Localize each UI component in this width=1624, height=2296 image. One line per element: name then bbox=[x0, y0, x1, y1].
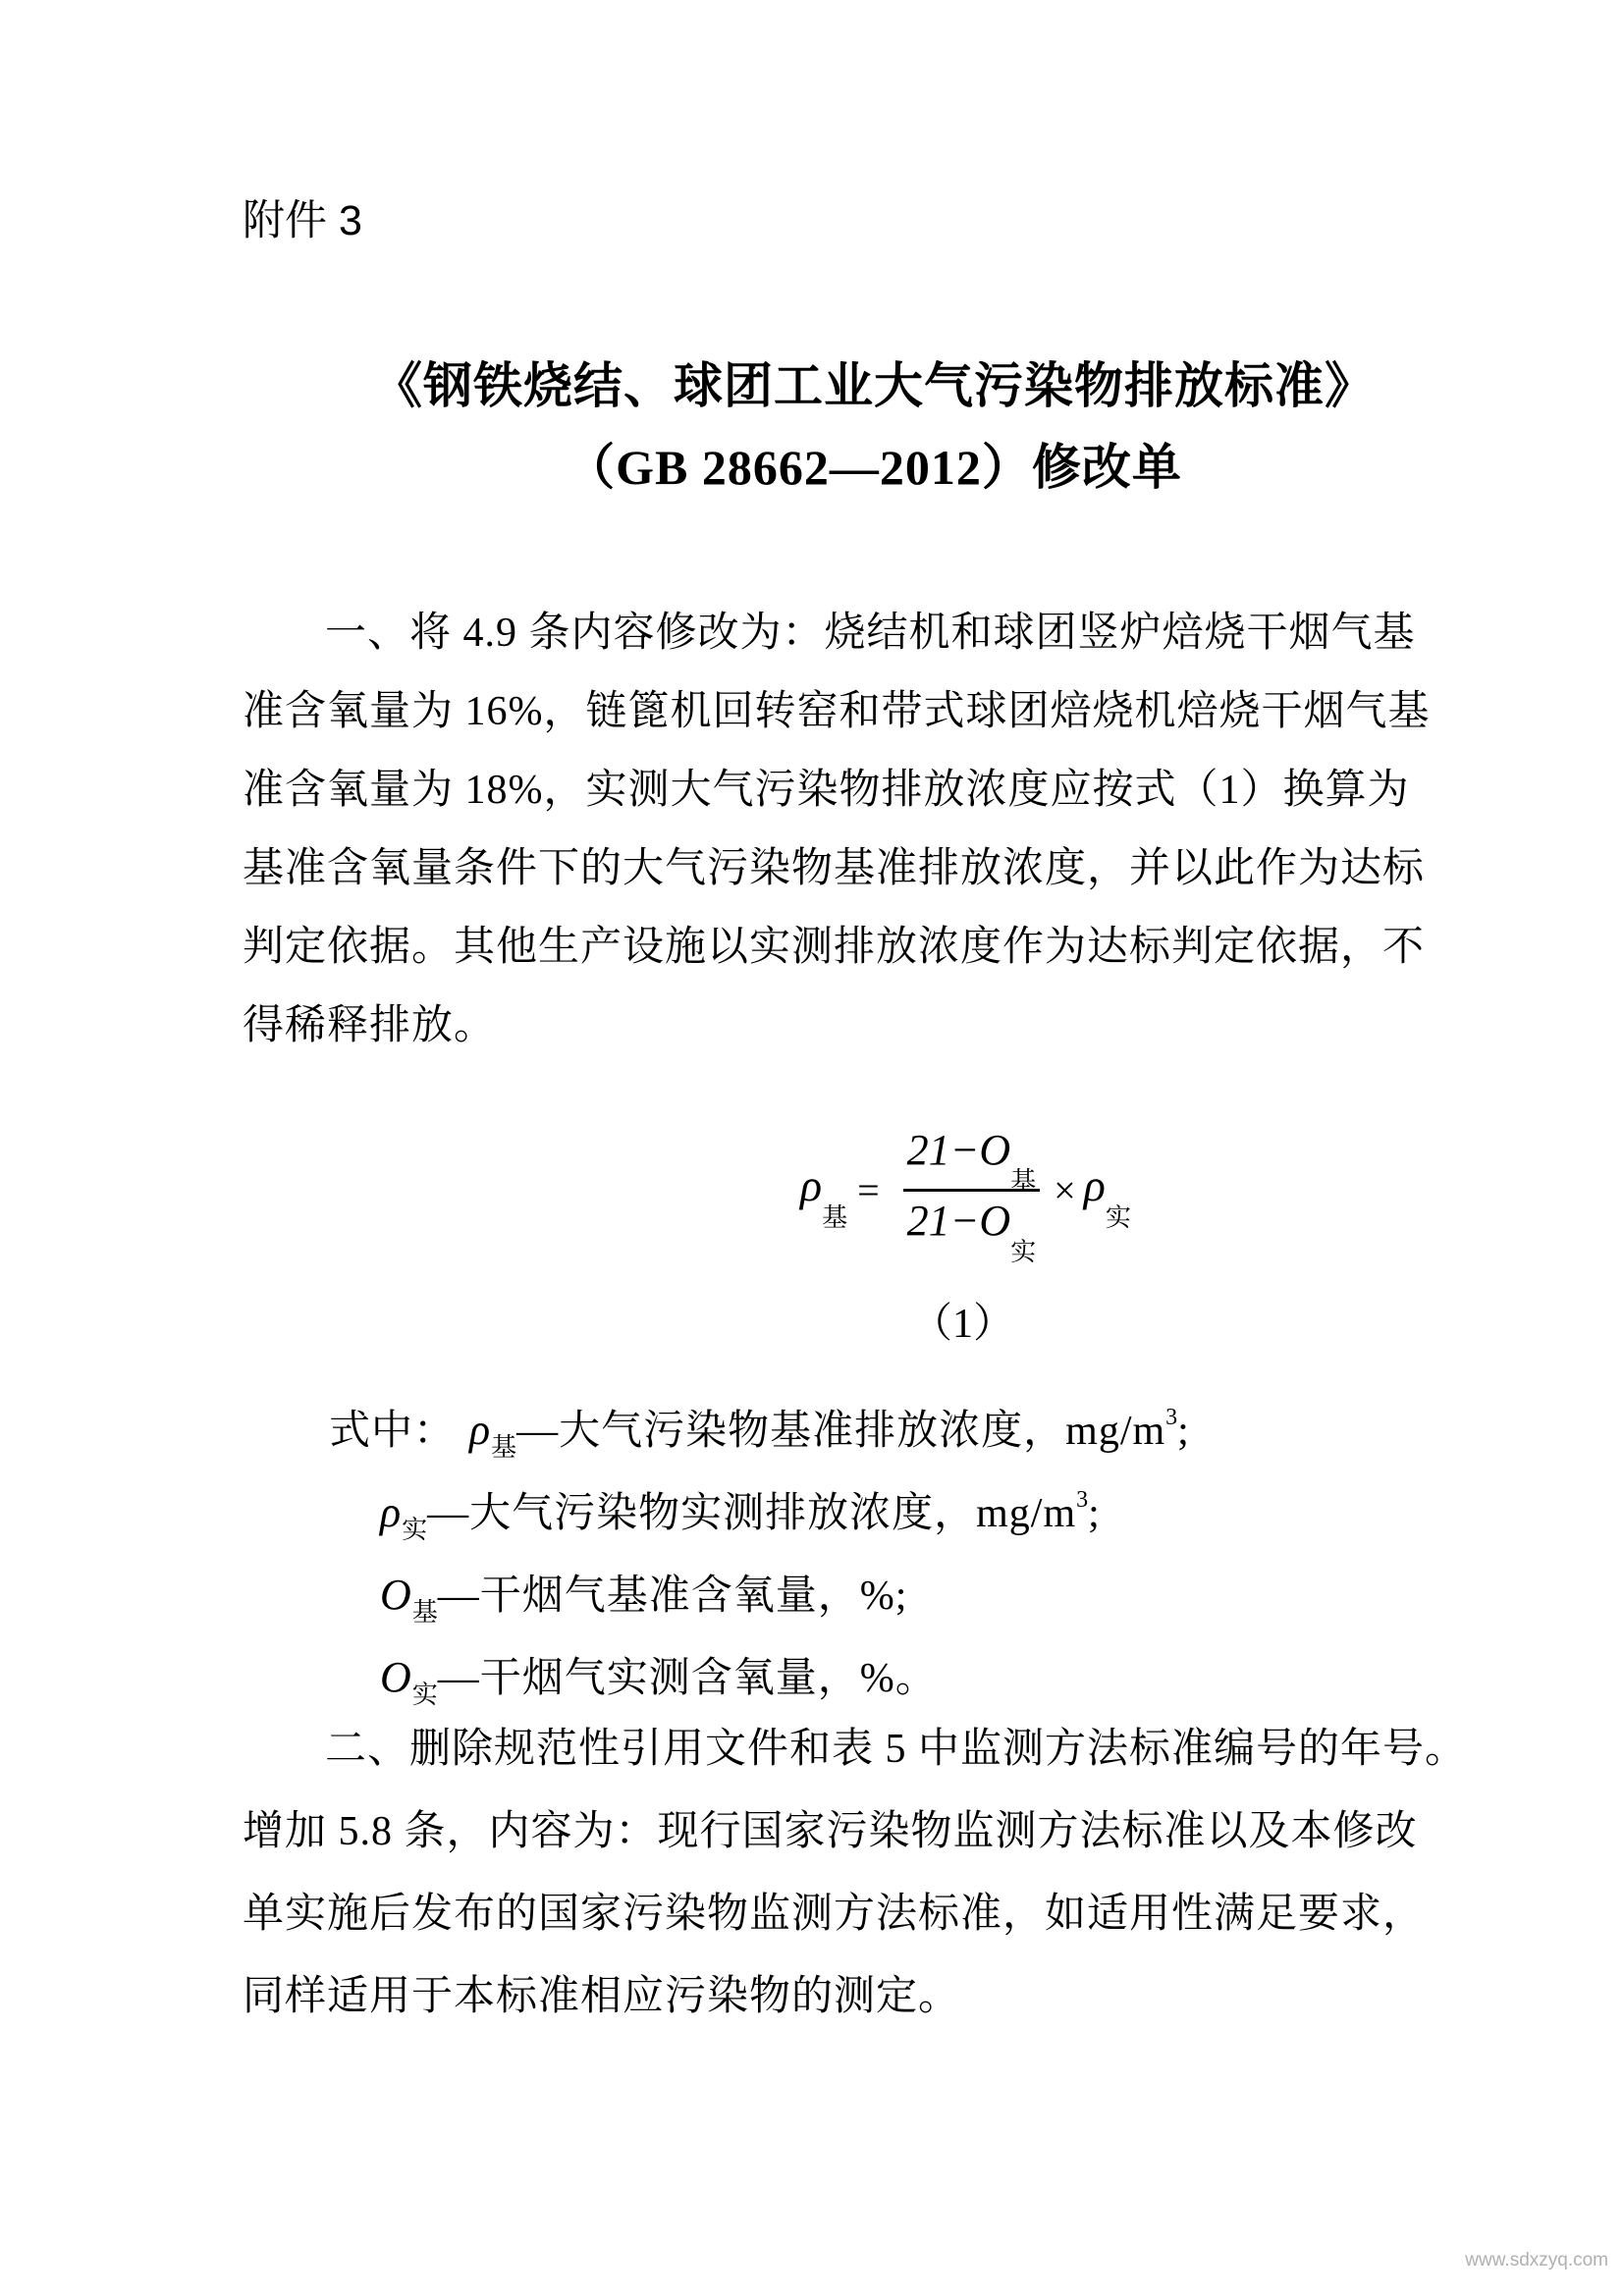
denominator-subscript: 实 bbox=[1010, 1238, 1037, 1266]
numerator-subscript: 基 bbox=[1010, 1167, 1037, 1196]
section1-line: 准含氧量为 18%，实测大气污染物排放浓度应按式（1）换算为 bbox=[243, 768, 1410, 813]
rho-base-symbol: ρ bbox=[800, 1160, 823, 1210]
description-suffix: ; bbox=[1177, 1409, 1190, 1454]
document-title bbox=[243, 346, 1505, 508]
symbol-subscript: 实 bbox=[402, 1516, 428, 1544]
where-item bbox=[243, 1376, 1578, 1462]
section2-line: 单实施后发布的国家污染物监测方法标准，如适用性满足要求， bbox=[243, 1892, 1426, 1937]
where-item bbox=[243, 1541, 1578, 1627]
symbol-description: —干烟气实测含氧量，%。 bbox=[437, 1656, 938, 1701]
document-title-line1: 《钢铁烧结、球团工业大气污染物排放标准》 bbox=[373, 358, 1375, 413]
description-suffix: ; bbox=[1088, 1491, 1101, 1536]
formula-lhs bbox=[800, 1160, 848, 1232]
document-title-line2: （GB 28662—2012）修改单 bbox=[566, 440, 1182, 495]
site-watermark: www.sdxzyq.com bbox=[1465, 2250, 1608, 2270]
attachment-label: 附件 3 bbox=[243, 197, 362, 244]
formula-rhs bbox=[1083, 1160, 1131, 1232]
symbol: O bbox=[380, 1653, 412, 1701]
rho-measured-symbol: ρ bbox=[1083, 1160, 1106, 1210]
section1-line: 基准含氧量条件下的大气污染物基准排放浓度，并以此作为达标 bbox=[243, 846, 1426, 891]
oxygen-correction-formula bbox=[800, 1126, 1131, 1266]
symbol-subscript: 基 bbox=[411, 1598, 438, 1627]
equals-sign: = bbox=[857, 1167, 880, 1212]
symbol-description: —大气污染物实测排放浓度，mg/m bbox=[427, 1491, 1077, 1536]
symbol: ρ bbox=[380, 1488, 403, 1536]
where-item bbox=[243, 1624, 1578, 1709]
section2-line: 增加 5.8 条，内容为：现行国家污染物监测方法标准以及本修改 bbox=[243, 1809, 1418, 1854]
symbol: O bbox=[380, 1571, 412, 1619]
fraction-numerator bbox=[903, 1126, 1040, 1196]
unit-superscript: 3 bbox=[1076, 1487, 1089, 1513]
symbol-description: —干烟气基准含氧量，%; bbox=[437, 1574, 908, 1619]
section1-line: 判定依据。其他生产设施以实测排放浓度作为达标判定依据，不 bbox=[243, 925, 1426, 970]
where-item bbox=[243, 1459, 1578, 1544]
section1-line: 一、将 4.9 条内容修改为：烧结机和球团竖炉焙烧干烟气基 bbox=[325, 611, 1416, 656]
section2-paragraph bbox=[243, 1708, 1578, 2038]
section2-line: 二、删除规范性引用文件和表 5 中监测方法标准编号的年号。 bbox=[325, 1727, 1468, 1772]
where-intro: 式中： bbox=[329, 1409, 457, 1454]
symbol-description: —大气污染物基准排放浓度，mg/m bbox=[516, 1409, 1166, 1454]
multiplication-sign: × bbox=[1054, 1167, 1076, 1212]
section1-paragraph bbox=[243, 594, 1578, 1065]
equation-number: （1） bbox=[911, 1302, 1015, 1347]
fraction-denominator bbox=[903, 1192, 1040, 1266]
formula-fraction bbox=[903, 1126, 1040, 1266]
denominator-expression: 21−O bbox=[906, 1197, 1011, 1245]
unit-superscript: 3 bbox=[1165, 1405, 1178, 1430]
where-clause bbox=[243, 1376, 1578, 1709]
section2-line: 同样适用于本标准相应污染物的测定。 bbox=[243, 1974, 961, 2019]
section1-line: 准含氧量为 16%，链篦机回转窑和带式球团焙烧机焙烧干烟气基 bbox=[243, 689, 1431, 734]
rho-measured-subscript: 实 bbox=[1105, 1203, 1131, 1232]
section1-line: 得稀释排放。 bbox=[243, 1003, 497, 1048]
symbol: ρ bbox=[469, 1406, 492, 1454]
symbol-subscript: 实 bbox=[411, 1681, 438, 1709]
numerator-expression: 21−O bbox=[906, 1126, 1011, 1174]
symbol-subscript: 基 bbox=[491, 1433, 517, 1462]
rho-base-subscript: 基 bbox=[822, 1203, 848, 1232]
